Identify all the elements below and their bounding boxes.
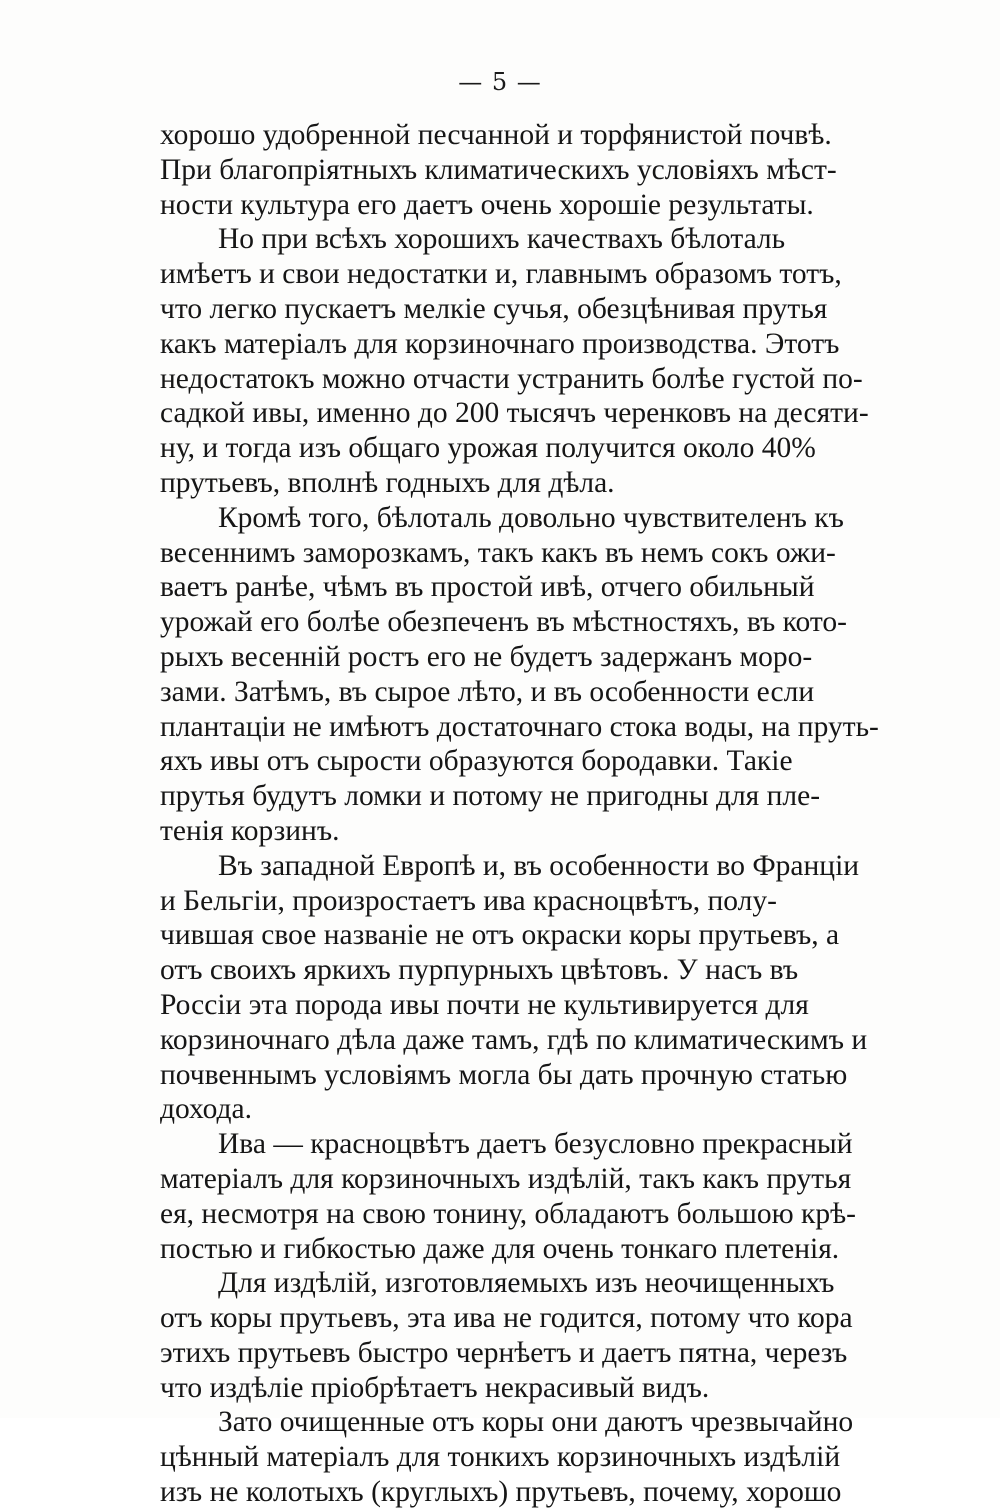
text-line: Но при всѣхъ хорошихъ качествахъ бѣлоталь: [218, 223, 786, 256]
text-line: и Бельгіи, произростаетъ ива красноцвѣтъ, полу-: [160, 884, 777, 917]
paragraph-7: [160, 1405, 860, 1509]
text-line: корзиночнаго дѣла даже тамъ, гдѣ по климатическимъ и: [160, 1023, 868, 1056]
text-line: хорошо удобренной песчанной и торфянистой почвѣ.: [160, 119, 832, 151]
text-line: дохода.: [160, 1093, 253, 1126]
text-line: рыхъ весенній ростъ его не будетъ задержанъ моро-: [160, 640, 813, 673]
text-line: недостатокъ можно отчасти устранить болѣе густой по-: [160, 362, 863, 395]
paragraph-5: [160, 1127, 860, 1266]
paragraph-2: [160, 222, 869, 500]
text-line: изъ не колотыхъ (круглыхъ) прутьевъ, почему, хорошо: [160, 1476, 842, 1509]
text-line: прутьевъ, вполнѣ годныхъ для дѣла.: [160, 466, 615, 499]
text-line: садкой ивы, именно до 200 тысячъ черенковъ на десяти-: [160, 397, 869, 430]
paragraph-1: [160, 118, 860, 222]
paragraph-6: [160, 1266, 860, 1405]
text-line: ваетъ ранѣе, чѣмъ въ простой ивѣ, отчего обильный: [160, 571, 815, 604]
text-line: что издѣліе пріобрѣтаетъ некрасивый видъ.: [160, 1371, 710, 1404]
text-line: тенія корзинъ.: [160, 814, 340, 847]
text-line: При благопріятныхъ климатическихъ условіяхъ мѣст-: [160, 153, 837, 186]
text-line: весеннимъ заморозкамъ, такъ какъ въ немъ сокъ ожи-: [160, 536, 836, 569]
body-text: [160, 118, 879, 1510]
text-line: Россіи эта порода ивы почти не культивируется для: [160, 988, 809, 1021]
text-line: Въ западной Европѣ и, въ особенности во Франціи: [218, 849, 860, 882]
page-number: — 5 —: [458, 68, 542, 96]
text-line: имѣетъ и свои недостатки и, главнымъ образомъ тотъ,: [160, 258, 842, 291]
text-line: ея, несмотря на свою тонину, обладаютъ большою крѣ-: [160, 1197, 856, 1230]
text-line: отъ своихъ яркихъ пурпурныхъ цвѣтовъ. У насъ въ: [160, 954, 799, 987]
text-line: зами. Затѣмъ, въ сырое лѣто, и въ особенности если: [160, 675, 815, 708]
text-line: яхъ ивы отъ сырости образуются бородавки. Такіе: [160, 745, 793, 778]
text-line: ну, и тогда изъ общаго урожая получится около 40%: [160, 432, 816, 465]
text-line: цѣнный матеріалъ для тонкихъ корзиночныхъ издѣлій: [160, 1441, 841, 1474]
text-line: что легко пускаетъ мелкіе сучья, обезцѣнивая прутья: [160, 292, 828, 325]
text-line: постью и гибкостью даже для очень тонкаго плетенія.: [160, 1232, 840, 1265]
text-line: этихъ прутьевъ быстро чернѣетъ и даетъ пятна, черезъ: [160, 1336, 848, 1369]
text-line: плантаціи не имѣютъ достаточнаго стока воды, на пруть-: [160, 710, 879, 743]
text-line: ности культура его даетъ очень хорошіе результаты.: [160, 188, 814, 221]
text-line: какъ матеріалъ для корзиночнаго производства. Этотъ: [160, 327, 840, 360]
text-line: почвеннымъ условіямъ могла бы дать прочную статью: [160, 1058, 848, 1091]
text-line: Зато очищенные отъ коры они даютъ чрезвычайно: [218, 1406, 854, 1439]
text-line: Кромѣ того, бѣлоталь довольно чувствителенъ къ: [218, 501, 844, 534]
text-line: прутья будутъ ломки и потому не пригодны для пле-: [160, 780, 821, 813]
paragraph-4: [160, 849, 868, 1127]
paragraph-3: [160, 501, 879, 849]
text-line: чившая свое названіе не отъ окраски коры прутьевъ, а: [160, 919, 840, 952]
text-line: урожай его болѣе обезпеченъ въ мѣстностяхъ, въ кото-: [160, 606, 847, 639]
text-line: Ива — красноцвѣтъ даетъ безусловно прекрасный: [218, 1128, 853, 1161]
text-line: матеріалъ для корзиночныхъ издѣлій, такъ какъ прутья: [160, 1162, 852, 1195]
text-line: Для издѣлій, изготовляемыхъ изъ неочищенныхъ: [218, 1267, 835, 1300]
text-line: отъ коры прутьевъ, эта ива не годится, потому что кора: [160, 1302, 853, 1335]
